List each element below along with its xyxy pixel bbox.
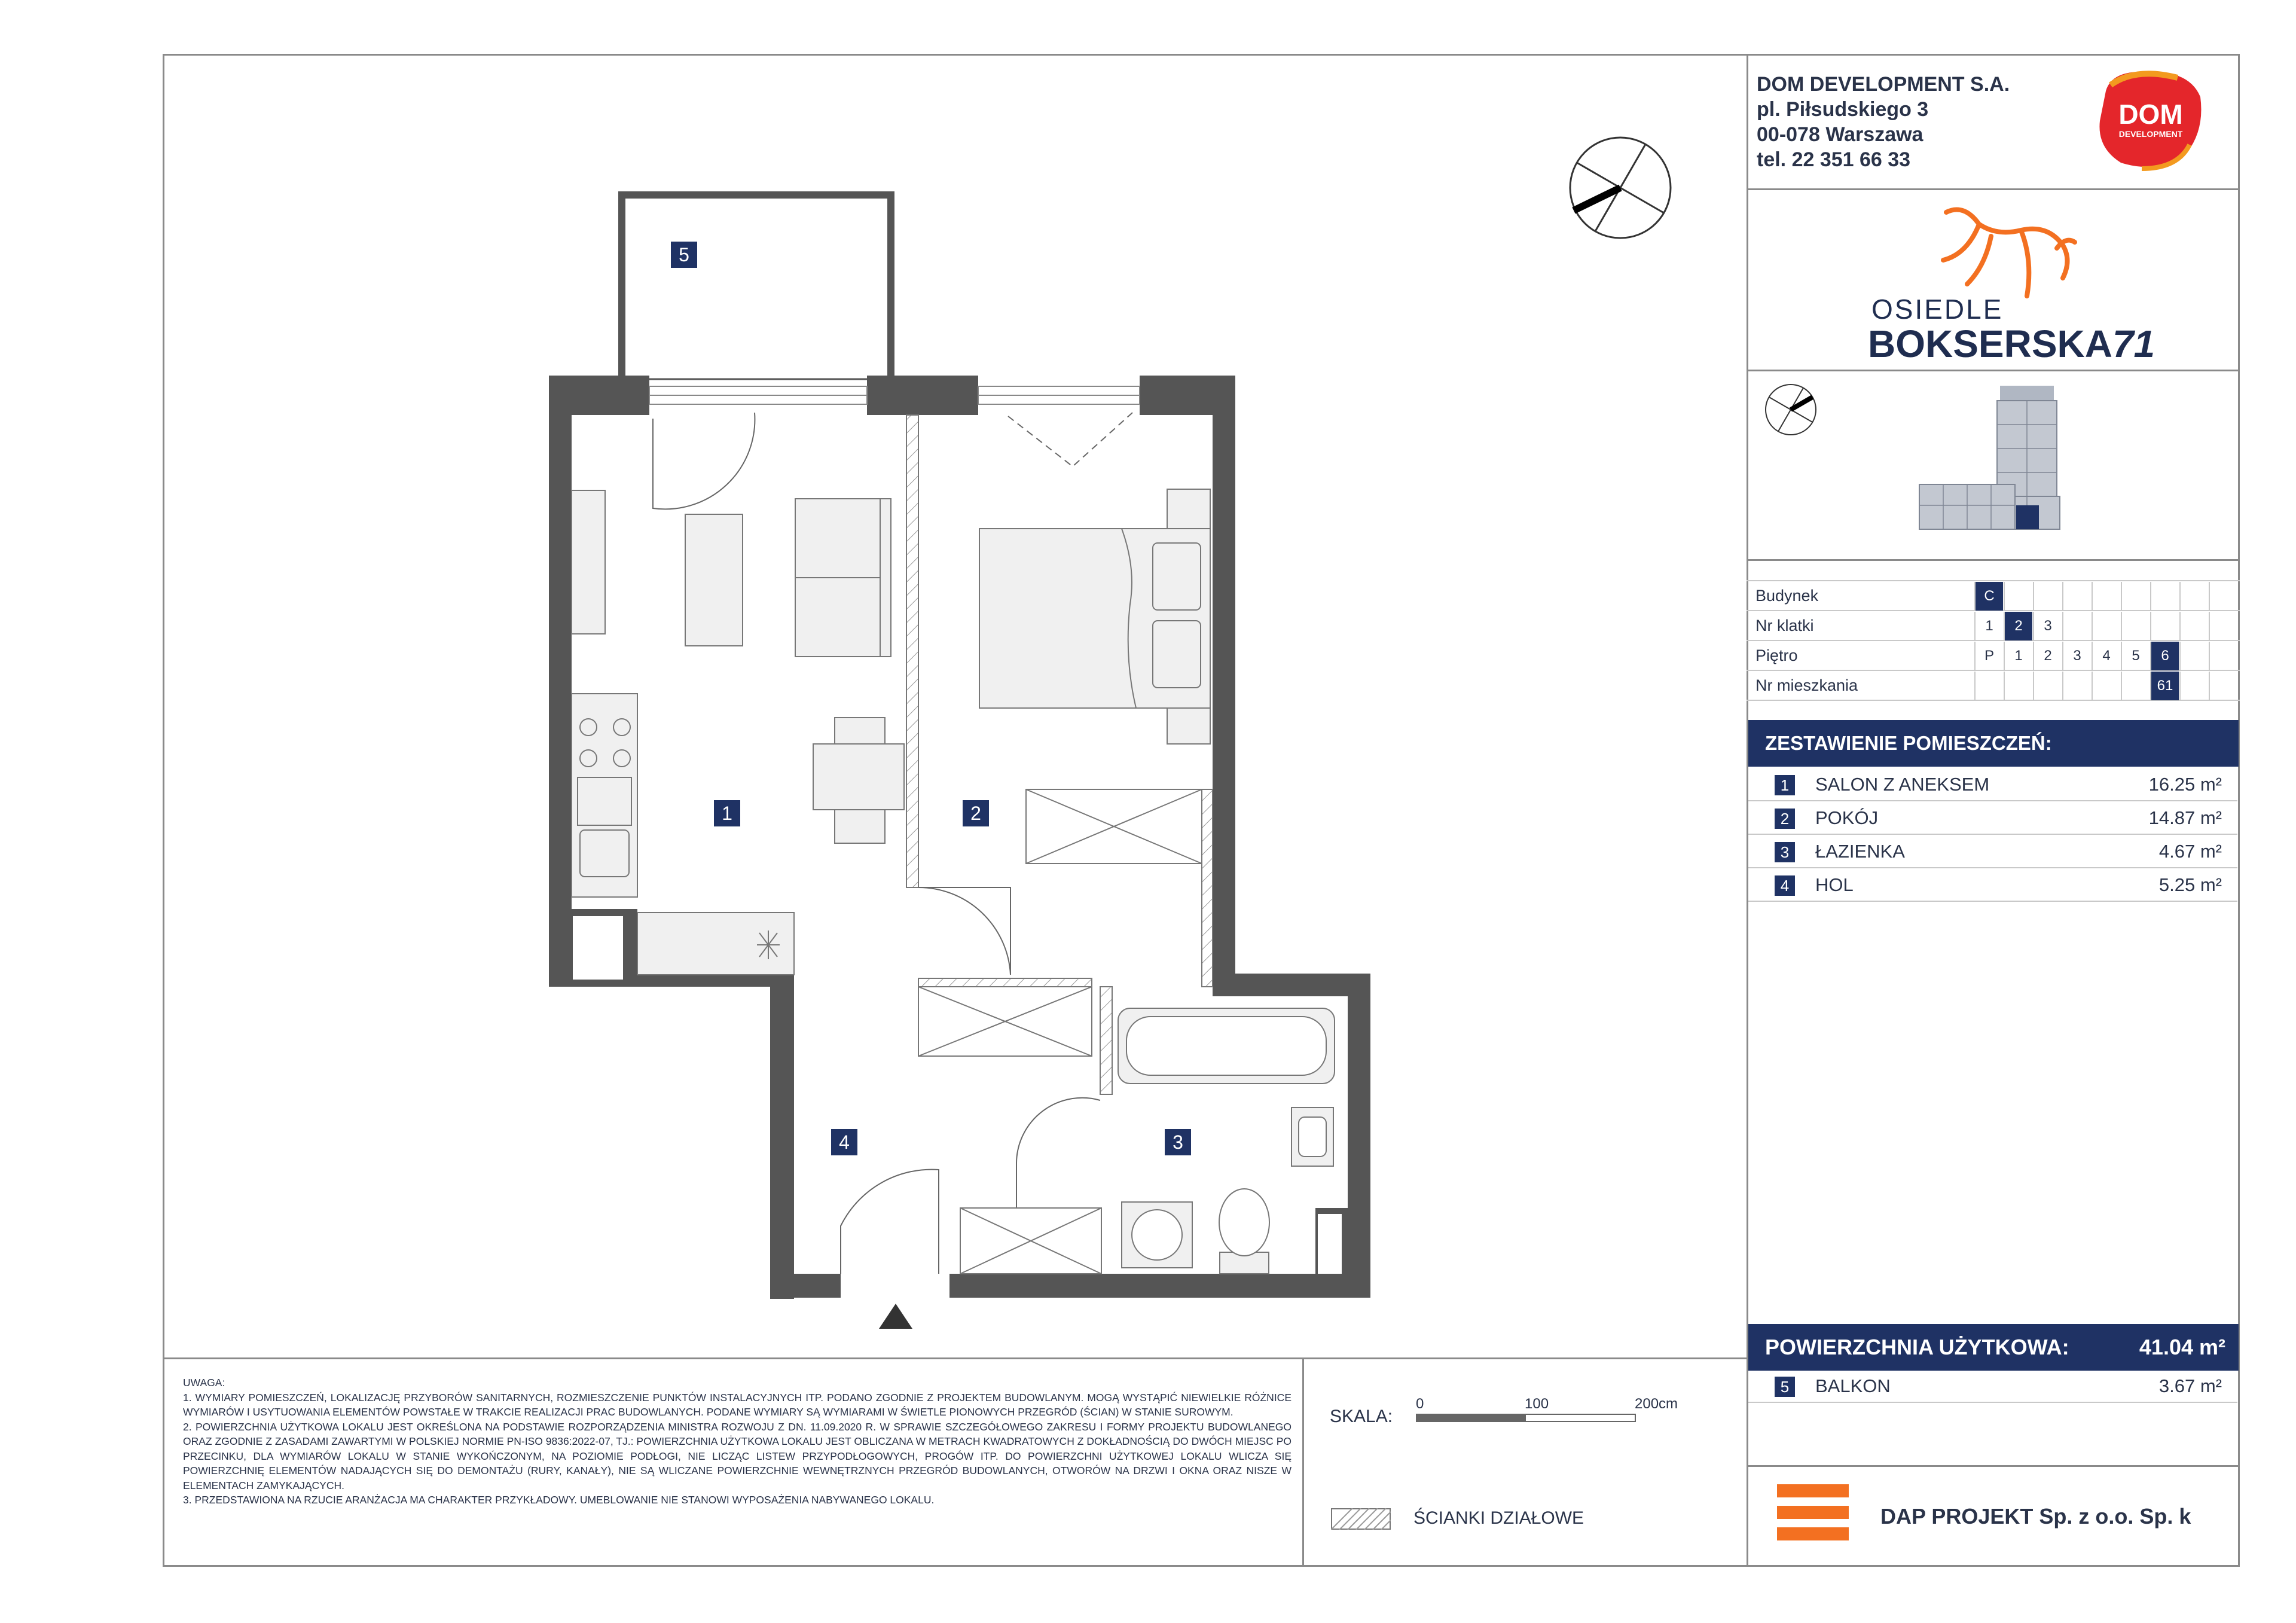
loc-cell xyxy=(2062,582,2091,611)
scale-tick-0: 0 xyxy=(1416,1396,1424,1412)
usable-area-value: 41.04 m² xyxy=(2139,1335,2225,1359)
room-num: 4 xyxy=(1775,875,1795,896)
loc-cell: 2 xyxy=(2033,642,2062,670)
usable-area-bar xyxy=(1748,1324,2239,1371)
loc-cell xyxy=(2150,582,2179,611)
partition-hatch-swatch xyxy=(1331,1508,1391,1530)
loc-cell xyxy=(2004,582,2032,611)
logo-text-development: DEVELOPMENT xyxy=(2118,129,2183,139)
notes-scale-divider xyxy=(1302,1357,1304,1567)
loc-cell: 1 xyxy=(1974,612,2003,640)
loc-cell xyxy=(2179,582,2208,611)
divider-estate xyxy=(1747,370,2240,371)
room-num: 2 xyxy=(1775,809,1795,829)
divider-architect xyxy=(1747,1465,2240,1467)
plan-label-3: 3 xyxy=(1165,1129,1191,1155)
plan-label-5: 5 xyxy=(671,242,697,268)
note-item: 3. PRZEDSTAWIONA NA RZUCIE ARANŻACJA MA CHARAKTER PRZYKŁADOWY. UMEBLOWANIE NIE STANOWI WYPOSAŻENIA NABYWANEGO LOKALU. xyxy=(183,1494,935,1506)
usable-area-label: POWIERZCHNIA UŻYTKOWA: xyxy=(1765,1335,2069,1359)
legend-partitions: ŚCIANKI DZIAŁOWE xyxy=(1413,1508,1584,1528)
loc-cell xyxy=(2150,612,2179,640)
building-keyplan xyxy=(1913,383,2075,544)
loc-cell xyxy=(2121,582,2150,611)
plan-label-4: 4 xyxy=(831,1129,857,1155)
scale-tick-100: 100 xyxy=(1525,1396,1549,1412)
note-item: 2. POWIERZCHNIA UŻYTKOWA LOKALU JEST OKREŚLONA NA PODSTAWIE ROZPORZĄDZENIA MINISTRA ROZWOJU Z DN. 11.09.2020 R. W SPRAWIE SZCZEGÓŁOWEGO ZAKRESU I FORMY PROJEKTU BUDOWLANEGO ORAZ ZGODNIE Z ZASADAMI ZAWARTYMI W POLSKIEJ NORMIE PN-ISO 9836:2022-07, TJ.: POWIERZCHNIA UŻYTKOWA LOKALU JEST OBLICZANA W METRACH KWADRATOWYCH Z DOKŁADNOŚCIĄ DO DWÓCH MIEJSC PO PRZECINKU, DLA WYMIARÓW LOKALU W STANIE WYKOŃCZONYM, NA POZIOMIE PODŁOGI, NIE LICZĄC LISTEW PRZYPODŁOGOWYCH, PROGÓW ITP. DO POWIERZCHNI UŻYTKOWEJ LOKALU WLICZA SIĘ POWIERZCHNIĘ ELEMENTÓW NADAJĄCYCH SIĘ DO DEMONTAŻU (RURY, KANAŁY), NIE SĄ WLICZANE POWIERZCHNIE WEWNĘTRZNYCH PRZEGRÓD BUDOWLANYCH, OTWORÓW NA DRZWI I OKNA ORAZ NISZE W ELEMENTACH ZAMYKAJĄCYCH. xyxy=(183,1420,1292,1491)
plan-label-1: 1 xyxy=(714,800,740,826)
rooms-header: ZESTAWIENIE POMIESZCZEŃ: xyxy=(1748,720,2239,767)
notes-title: UWAGA: xyxy=(183,1377,225,1389)
bathroom-fixtures xyxy=(1118,1008,1335,1274)
divider-company xyxy=(1747,188,2240,190)
room-row xyxy=(1748,835,2237,868)
company-address xyxy=(1757,72,2010,172)
loc-cell xyxy=(2062,612,2091,640)
dom-development-logo xyxy=(2094,67,2208,172)
entrance-arrow xyxy=(879,1304,912,1329)
keyplan-compass-icon xyxy=(1764,383,1818,437)
room-row xyxy=(1748,801,2237,835)
window-bedroom xyxy=(978,386,1140,404)
loc-cell xyxy=(2209,612,2237,640)
notes-divider xyxy=(163,1357,1748,1359)
loc-cell xyxy=(2209,582,2237,611)
divider-keyplan xyxy=(1747,559,2240,561)
balcony-num: 5 xyxy=(1775,1377,1795,1397)
loc-cell xyxy=(2179,642,2208,670)
estate-name-line1: OSIEDLE xyxy=(1871,294,2004,325)
loc-row-label: Piętro xyxy=(1755,646,1798,664)
loc-cell: 61 xyxy=(2150,672,2179,700)
loc-cell: 1 xyxy=(2004,642,2032,670)
loc-cell xyxy=(2179,672,2208,700)
room-area: 14.87 m² xyxy=(2148,807,2222,828)
loc-cell: P xyxy=(1974,642,2003,670)
loc-cell xyxy=(2121,612,2150,640)
loc-cell xyxy=(2062,672,2091,700)
balcony-outline xyxy=(618,191,894,380)
loc-cell: 6 xyxy=(2150,642,2179,670)
room-name: ŁAZIENKA xyxy=(1815,841,1905,862)
loc-row-label: Nr mieszkania xyxy=(1755,676,1858,694)
loc-cell xyxy=(2033,582,2062,611)
room-name: POKÓJ xyxy=(1815,807,1879,828)
window-living xyxy=(649,386,867,404)
loc-cell: 4 xyxy=(2092,642,2120,670)
room-area: 4.67 m² xyxy=(2158,841,2222,862)
loc-cell: 3 xyxy=(2062,642,2091,670)
room-area: 16.25 m² xyxy=(2148,774,2222,795)
loc-cell xyxy=(2121,672,2150,700)
room-num: 1 xyxy=(1775,775,1795,795)
room-row xyxy=(1748,868,2237,902)
loc-cell xyxy=(2092,672,2120,700)
estate-number: 71 xyxy=(2112,322,2155,365)
loc-cell xyxy=(2092,612,2120,640)
note-item: 1. WYMIARY POMIESZCZEŃ, LOKALIZACJĘ PRZYBORÓW SANITARNYCH, ROZMIESZCZENIE PUNKTÓW INSTALACYJNYCH ITP. PODANO ZGODNIE Z PROJEKTEM BUDOWLANYM. MOGĄ WYSTĄPIĆ NIEWIELKIE RÓŻNICE WYMIARÓW I USYTUOWANIA ELEMENTÓW POWSTAŁE W TRAKCIE REALIZACJI PRAC BUDOWLANYCH. PODANE WYMIARY SĄ WYMIARAMI W ŚWIETLE PIONOWYCH PRZEGRÓD (ŚCIAN) W STANIE SUROWYM. xyxy=(183,1391,1292,1418)
exterior-walls xyxy=(549,376,1370,1299)
loc-cell xyxy=(2092,582,2120,611)
compass-icon xyxy=(1568,135,1673,240)
loc-row-label: Budynek xyxy=(1755,587,1819,605)
scale-tick-200: 200cm xyxy=(1635,1396,1678,1412)
loc-table-line xyxy=(1747,580,2240,581)
estate-name-line2 xyxy=(1868,322,2155,366)
room-name: SALON Z ANEKSEM xyxy=(1815,774,1990,795)
loc-cell xyxy=(2179,612,2208,640)
architect-name: DAP PROJEKT Sp. z o.o. Sp. k xyxy=(1880,1504,2191,1529)
estate-name-word: BOKSERSKA xyxy=(1868,322,2112,365)
loc-cell: C xyxy=(1974,582,2003,611)
room-name: HOL xyxy=(1815,874,1854,895)
loc-row-label: Nr klatki xyxy=(1755,617,1814,634)
living-furniture xyxy=(572,490,904,975)
balcony-row xyxy=(1748,1369,2237,1403)
room-num: 3 xyxy=(1775,842,1795,862)
company-street: pl. Piłsudskiego 3 xyxy=(1757,98,1929,121)
company-phone: tel. 22 351 66 33 xyxy=(1757,148,1911,171)
loc-cell: 5 xyxy=(2121,642,2150,670)
room-area: 5.25 m² xyxy=(2158,874,2222,895)
notes-block xyxy=(183,1375,1292,1508)
balcony-area: 3.67 m² xyxy=(2158,1375,2222,1396)
company-name: DOM DEVELOPMENT S.A. xyxy=(1757,73,2010,96)
dap-projekt-logo xyxy=(1777,1484,1849,1549)
loc-cell: 2 xyxy=(2004,612,2032,640)
scale-bar xyxy=(1416,1414,1636,1422)
logo-text-dom: DOM xyxy=(2118,99,2183,130)
plan-label-2: 2 xyxy=(963,800,989,826)
loc-cell: 3 xyxy=(2033,612,2062,640)
scale-label: SKALA: xyxy=(1330,1407,1393,1426)
loc-cell xyxy=(2033,672,2062,700)
bedroom-furniture xyxy=(979,489,1210,744)
company-city: 00-078 Warszawa xyxy=(1757,123,1923,146)
loc-cell xyxy=(1974,672,2003,700)
loc-cell xyxy=(2209,642,2237,670)
loc-cell xyxy=(2004,672,2032,700)
room-row xyxy=(1748,768,2237,801)
balcony-name: BALKON xyxy=(1815,1375,1891,1396)
loc-cell xyxy=(2209,672,2237,700)
